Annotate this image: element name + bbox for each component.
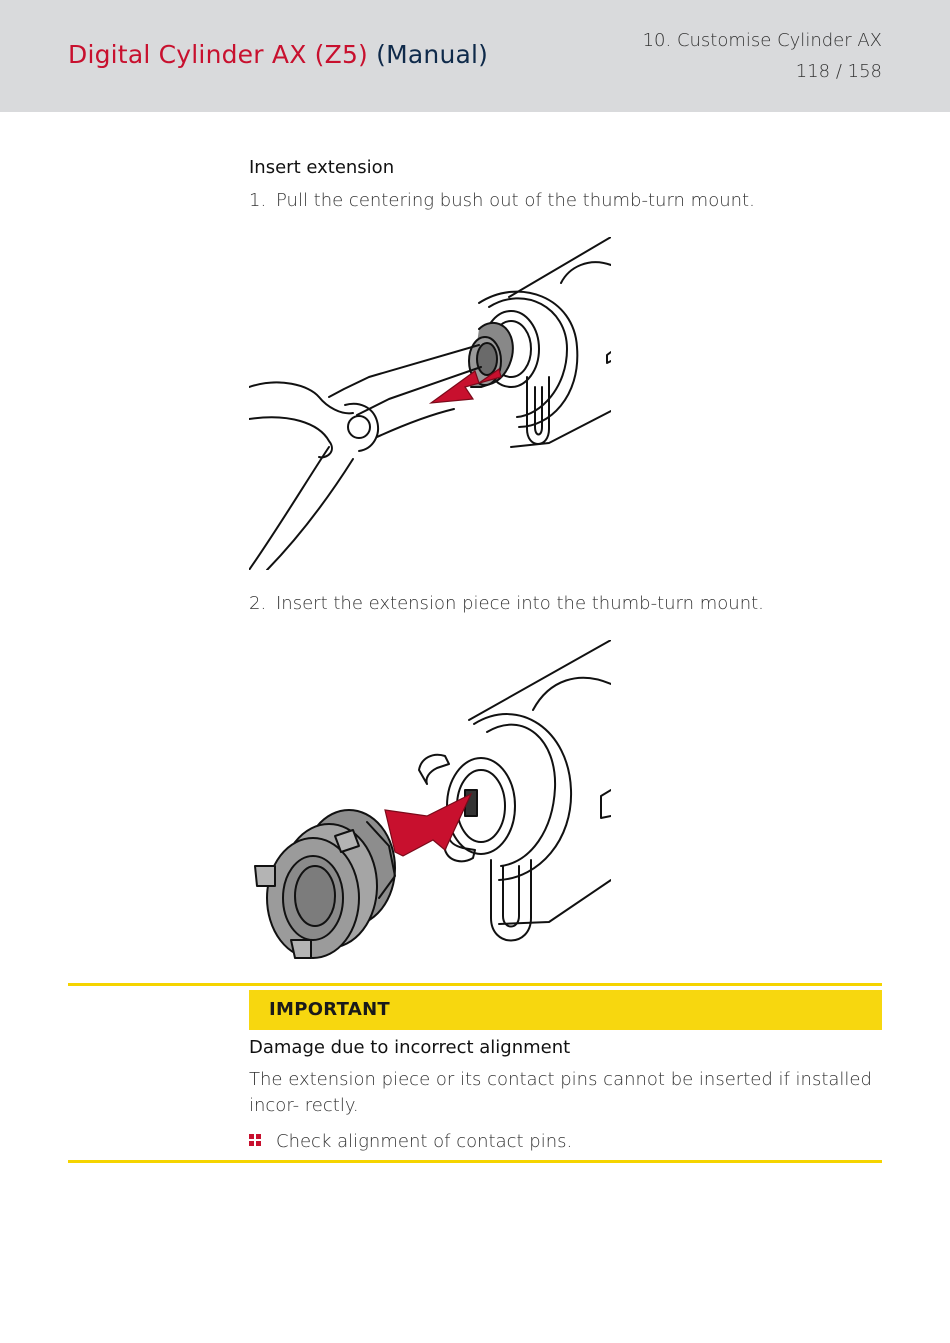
notice-top-rule <box>68 983 882 986</box>
important-label: IMPORTANT <box>269 999 391 1020</box>
notice-bottom-rule <box>68 1160 882 1163</box>
section-heading: Insert extension <box>249 157 395 178</box>
step-item <box>249 190 755 211</box>
step-text: Pull the centering bush out of the thumb-turn mount. <box>276 190 755 211</box>
important-banner <box>249 990 882 1030</box>
step-item <box>249 593 764 614</box>
chapter-title: 10. Customise Cylinder AX <box>642 30 882 51</box>
page-header <box>0 0 950 112</box>
action-bullet-icon <box>249 1130 276 1151</box>
page-number: 118 / 158 <box>795 61 882 82</box>
document-title-main: Digital Cylinder AX (Z5) <box>68 40 369 69</box>
document-title <box>68 40 488 69</box>
notice-action <box>249 1131 572 1153</box>
illustration-insert-extension-piece <box>249 640 611 962</box>
step-text: Insert the extension piece into the thumb-turn mount. <box>276 593 764 614</box>
document-title-suffix: (Manual) <box>376 40 489 69</box>
notice-action-text: Check alignment of contact pins. <box>276 1131 573 1152</box>
step-number: 1. <box>249 190 267 211</box>
notice-heading: Damage due to incorrect alignment <box>249 1037 571 1058</box>
step-number: 2. <box>249 593 267 614</box>
notice-text: The extension piece or its contact pins cannot be inserted if installed incor- rectly. <box>249 1069 872 1116</box>
illustration-pull-centering-bush <box>249 237 611 570</box>
